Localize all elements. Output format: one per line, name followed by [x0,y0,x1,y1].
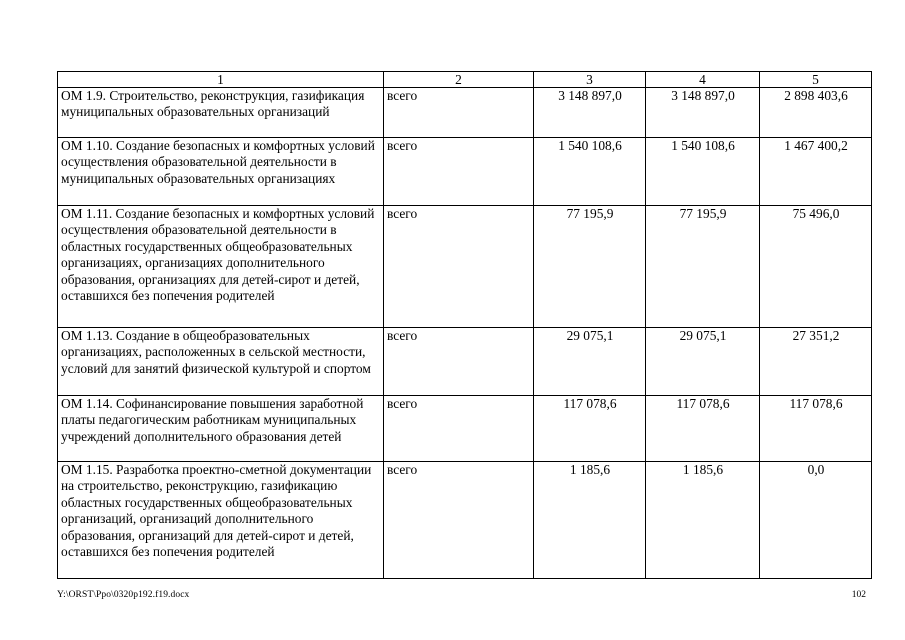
column-header-2: 2 [384,72,534,88]
value-col4-cell: 3 148 897,0 [646,88,760,138]
table-row [58,328,872,396]
value-col3-cell: 29 075,1 [534,328,646,396]
column-header-5: 5 [760,72,872,88]
column-header-1: 1 [58,72,384,88]
table-row [58,206,872,328]
funding-type-cell: всего [384,396,534,462]
footer-file-path: Y:\ORST\Ppo\0320p192.f19.docx [57,590,190,600]
funding-type-cell: всего [384,138,534,206]
measure-name-cell: ОМ 1.14. Софинансирование повышения заработной платы педагогическим работникам муниципальных учреждений дополнительного образования детей [58,396,384,462]
footer-page-number: 102 [851,590,866,600]
measure-name-cell: ОМ 1.9. Строительство, реконструкция, газификация муниципальных образовательных организаций [58,88,384,138]
value-col5-cell: 75 496,0 [760,206,872,328]
value-col4-cell: 77 195,9 [646,206,760,328]
measure-name-cell: ОМ 1.11. Создание безопасных и комфортных условий осуществления образовательной деятельности в областных государственных общеобразовательных организациях, организациях дополнительного образования, организациях для детей-сирот и детей, оставшихся без попечения родителей [58,206,384,328]
value-col5-cell: 0,0 [760,462,872,579]
funding-type-cell: всего [384,88,534,138]
table-row [58,396,872,462]
value-col4-cell: 1 540 108,6 [646,138,760,206]
value-col4-cell: 117 078,6 [646,396,760,462]
value-col5-cell: 27 351,2 [760,328,872,396]
measure-name-cell: ОМ 1.13. Создание в общеобразовательных организациях, расположенных в сельской местности, условий для занятий физической культурой и спортом [58,328,384,396]
value-col3-cell: 3 148 897,0 [534,88,646,138]
value-col3-cell: 77 195,9 [534,206,646,328]
measure-name-cell: ОМ 1.10. Создание безопасных и комфортных условий осуществления образовательной деятельности в муниципальных образовательных организациях [58,138,384,206]
budget-table [57,71,872,579]
funding-type-cell: всего [384,462,534,579]
value-col5-cell: 2 898 403,6 [760,88,872,138]
value-col4-cell: 29 075,1 [646,328,760,396]
value-col5-cell: 117 078,6 [760,396,872,462]
measure-name-cell: ОМ 1.15. Разработка проектно-сметной документации на строительство, реконструкцию, газификацию областных государственных общеобразовательных организаций, организаций дополнительного образования, организаций для детей-сирот и детей, оставшихся без попечения родителей [58,462,384,579]
funding-type-cell: всего [384,206,534,328]
column-header-4: 4 [646,72,760,88]
table-row [58,462,872,579]
column-header-3: 3 [534,72,646,88]
value-col3-cell: 1 540 108,6 [534,138,646,206]
value-col4-cell: 1 185,6 [646,462,760,579]
table-row [58,138,872,206]
value-col3-cell: 117 078,6 [534,396,646,462]
table-header-row [58,72,872,88]
table-row [58,88,872,138]
funding-type-cell: всего [384,328,534,396]
value-col5-cell: 1 467 400,2 [760,138,872,206]
value-col3-cell: 1 185,6 [534,462,646,579]
